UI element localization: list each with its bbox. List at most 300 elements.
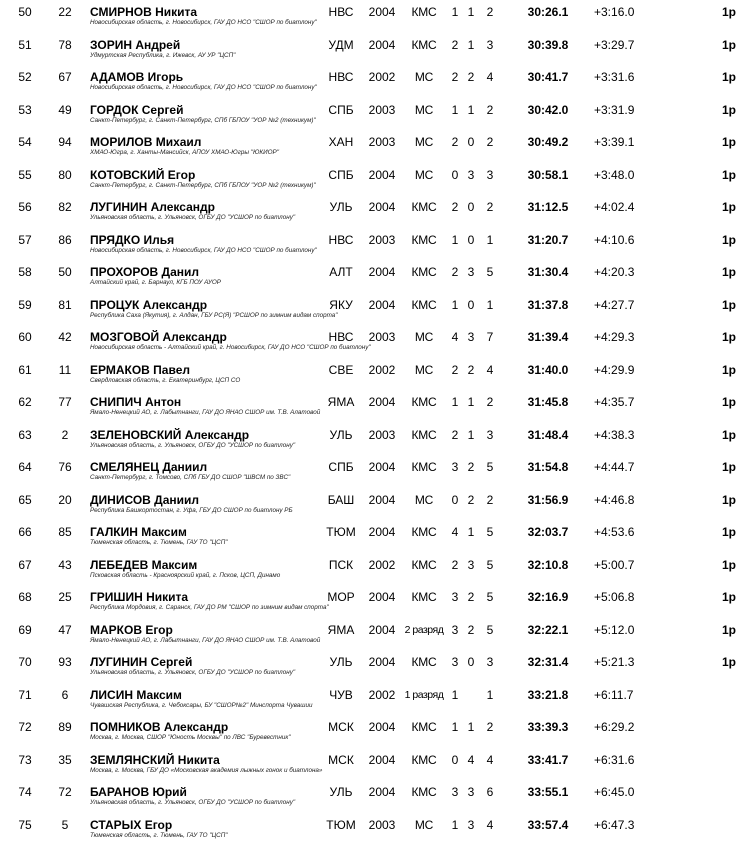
table-row (0, 488, 750, 521)
athlete-name-cell: ЗОРИН Андрей (90, 38, 180, 52)
place-cell: 58 (14, 265, 36, 279)
penalty-total-cell: 5 (483, 558, 497, 572)
athlete-name-cell: ПРОХОРОВ Данил (90, 265, 199, 279)
place-cell: 67 (14, 558, 36, 572)
finish-time-cell: 30:39.8 (516, 38, 580, 52)
region-cell: АЛТ (326, 265, 356, 279)
finish-time-cell: 32:10.8 (516, 558, 580, 572)
shooting-2-cell: 2 (465, 363, 477, 377)
penalty-total-cell: 5 (483, 265, 497, 279)
time-behind-cell: +6:45.0 (594, 785, 658, 799)
table-row (0, 0, 750, 33)
finish-time-cell: 31:54.8 (516, 460, 580, 474)
birth-year-cell: 2004 (366, 590, 398, 604)
shooting-1-cell: 1 (449, 233, 461, 247)
region-cell: ЯМА (326, 395, 356, 409)
athlete-club-cell: Свердловская область, г. Екатеринбург, ЦСП СО (90, 377, 240, 385)
penalty-total-cell: 6 (483, 785, 497, 799)
shooting-1-cell: 1 (449, 688, 461, 702)
table-row (0, 683, 750, 716)
region-cell: УДМ (326, 38, 356, 52)
shooting-1-cell: 2 (449, 265, 461, 279)
shooting-2-cell: 1 (465, 395, 477, 409)
shooting-2-cell: 2 (465, 623, 477, 637)
athlete-club-cell: Санкт-Петербург, г. Санкт-Петербург, СПб ГБПОУ "УОР №2 (техникум)" (90, 182, 316, 190)
athlete-name-cell: МОРИЛОВ Михаил (90, 135, 201, 149)
penalty-total-cell: 5 (483, 623, 497, 637)
bib-number-cell: 78 (54, 38, 76, 52)
finish-time-cell: 31:30.4 (516, 265, 580, 279)
penalty-total-cell: 5 (483, 460, 497, 474)
athlete-club-cell: Ульяновская область, г. Ульяновск, ОГБУ ДО "УСШОР по биатлону" (90, 799, 295, 807)
shooting-2-cell: 1 (465, 38, 477, 52)
category-cell: 1р (710, 298, 736, 312)
penalty-total-cell: 4 (483, 363, 497, 377)
table-row (0, 780, 750, 813)
place-cell: 62 (14, 395, 36, 409)
shooting-2-cell: 3 (465, 168, 477, 182)
shooting-1-cell: 0 (449, 493, 461, 507)
athlete-club-cell: Тюменская область, г. Тюмень, ГАУ ТО "ЦСП" (90, 539, 228, 547)
shooting-1-cell: 3 (449, 590, 461, 604)
sport-rank-cell: МС (401, 103, 447, 117)
finish-time-cell: 32:22.1 (516, 623, 580, 637)
finish-time-cell: 30:49.2 (516, 135, 580, 149)
table-row (0, 293, 750, 326)
region-cell: ЧУВ (326, 688, 356, 702)
birth-year-cell: 2002 (366, 558, 398, 572)
category-cell: 1р (710, 168, 736, 182)
table-row (0, 553, 750, 586)
athlete-club-cell: Чувашская Республика, г. Чебоксары, БУ "СШОР№2" Минспорта Чувашии (90, 702, 313, 710)
bib-number-cell: 6 (54, 688, 76, 702)
birth-year-cell: 2004 (366, 460, 398, 474)
athlete-club-cell: Москва, г. Москва, СШОР "Юность Москвы" по ЛВС "Буревестник" (90, 734, 291, 742)
category-cell: 1р (710, 395, 736, 409)
birth-year-cell: 2003 (366, 233, 398, 247)
birth-year-cell: 2003 (366, 135, 398, 149)
shooting-1-cell: 3 (449, 655, 461, 669)
shooting-2-cell: 3 (465, 558, 477, 572)
shooting-2-cell: 0 (465, 135, 477, 149)
penalty-total-cell: 3 (483, 655, 497, 669)
shooting-1-cell: 4 (449, 525, 461, 539)
shooting-1-cell: 1 (449, 5, 461, 19)
shooting-2-cell: 1 (465, 103, 477, 117)
penalty-total-cell: 2 (483, 103, 497, 117)
athlete-club-cell: Ямало-Ненецкий АО, г. Лабытнанги, ГАУ ДО ЯНАО СШОР им. Т.В. Алатовой (90, 637, 320, 645)
birth-year-cell: 2004 (366, 493, 398, 507)
place-cell: 61 (14, 363, 36, 377)
penalty-total-cell: 2 (483, 493, 497, 507)
sport-rank-cell: КМС (401, 655, 447, 669)
shooting-1-cell: 1 (449, 395, 461, 409)
table-row (0, 195, 750, 228)
time-behind-cell: +4:10.6 (594, 233, 658, 247)
place-cell: 64 (14, 460, 36, 474)
finish-time-cell: 30:42.0 (516, 103, 580, 117)
shooting-1-cell: 1 (449, 298, 461, 312)
finish-time-cell: 31:20.7 (516, 233, 580, 247)
place-cell: 53 (14, 103, 36, 117)
bib-number-cell: 89 (54, 720, 76, 734)
athlete-club-cell: Алтайский край, г. Барнаул, КГБ ПОУ АУОР (90, 279, 221, 287)
table-row (0, 618, 750, 651)
table-row (0, 813, 750, 845)
place-cell: 73 (14, 753, 36, 767)
birth-year-cell: 2004 (366, 298, 398, 312)
bib-number-cell: 25 (54, 590, 76, 604)
birth-year-cell: 2004 (366, 5, 398, 19)
time-behind-cell: +6:29.2 (594, 720, 658, 734)
athlete-club-cell: Санкт-Петербург, г. Санкт-Петербург, СПб ГБПОУ "УОР №2 (техникум)" (90, 117, 316, 125)
region-cell: СПБ (326, 168, 356, 182)
region-cell: СПБ (326, 103, 356, 117)
region-cell: ТЮМ (326, 525, 356, 539)
place-cell: 72 (14, 720, 36, 734)
region-cell: БАШ (326, 493, 356, 507)
bib-number-cell: 11 (54, 363, 76, 377)
time-behind-cell: +4:29.3 (594, 330, 658, 344)
place-cell: 69 (14, 623, 36, 637)
athlete-name-cell: СНИПИЧ Антон (90, 395, 181, 409)
penalty-total-cell: 2 (483, 200, 497, 214)
athlete-name-cell: ГРИШИН Никита (90, 590, 188, 604)
shooting-1-cell: 3 (449, 623, 461, 637)
finish-time-cell: 33:55.1 (516, 785, 580, 799)
sport-rank-cell: КМС (401, 590, 447, 604)
birth-year-cell: 2003 (366, 818, 398, 832)
region-cell: НВС (326, 5, 356, 19)
region-cell: ЯКУ (326, 298, 356, 312)
bib-number-cell: 82 (54, 200, 76, 214)
region-cell: СПБ (326, 460, 356, 474)
time-behind-cell: +4:46.8 (594, 493, 658, 507)
penalty-total-cell: 4 (483, 818, 497, 832)
category-cell: 1р (710, 493, 736, 507)
category-cell: 1р (710, 200, 736, 214)
place-cell: 57 (14, 233, 36, 247)
shooting-2-cell: 1 (465, 720, 477, 734)
place-cell: 70 (14, 655, 36, 669)
penalty-total-cell: 1 (483, 688, 497, 702)
birth-year-cell: 2004 (366, 168, 398, 182)
bib-number-cell: 81 (54, 298, 76, 312)
finish-time-cell: 31:56.9 (516, 493, 580, 507)
time-behind-cell: +3:39.1 (594, 135, 658, 149)
bib-number-cell: 5 (54, 818, 76, 832)
region-cell: ХАН (326, 135, 356, 149)
sport-rank-cell: МС (401, 135, 447, 149)
bib-number-cell: 49 (54, 103, 76, 117)
birth-year-cell: 2004 (366, 525, 398, 539)
penalty-total-cell: 1 (483, 233, 497, 247)
athlete-club-cell: Ульяновская область, г. Ульяновск, ОГБУ ДО "УСШОР по биатлону" (90, 214, 295, 222)
table-row (0, 423, 750, 456)
shooting-2-cell: 3 (465, 265, 477, 279)
shooting-1-cell: 2 (449, 428, 461, 442)
sport-rank-cell: КМС (401, 428, 447, 442)
shooting-1-cell: 3 (449, 785, 461, 799)
shooting-1-cell: 1 (449, 103, 461, 117)
time-behind-cell: +3:48.0 (594, 168, 658, 182)
place-cell: 71 (14, 688, 36, 702)
bib-number-cell: 2 (54, 428, 76, 442)
shooting-1-cell: 2 (449, 363, 461, 377)
category-cell: 1р (710, 265, 736, 279)
time-behind-cell: +3:31.6 (594, 70, 658, 84)
table-row (0, 585, 750, 618)
athlete-name-cell: ЗЕЛЕНОВСКИЙ Александр (90, 428, 249, 442)
time-behind-cell: +4:35.7 (594, 395, 658, 409)
penalty-total-cell: 4 (483, 70, 497, 84)
shooting-2-cell: 1 (465, 525, 477, 539)
shooting-1-cell: 2 (449, 70, 461, 84)
finish-time-cell: 33:41.7 (516, 753, 580, 767)
shooting-1-cell: 2 (449, 558, 461, 572)
shooting-1-cell: 0 (449, 753, 461, 767)
place-cell: 55 (14, 168, 36, 182)
athlete-club-cell: Ульяновская область, г. Ульяновск, ОГБУ ДО "УСШОР по биатлону" (90, 442, 295, 450)
athlete-name-cell: ПРЯДКО Илья (90, 233, 174, 247)
category-cell: 1р (710, 330, 736, 344)
shooting-1-cell: 1 (449, 720, 461, 734)
penalty-total-cell: 2 (483, 720, 497, 734)
time-behind-cell: +4:27.7 (594, 298, 658, 312)
birth-year-cell: 2004 (366, 38, 398, 52)
bib-number-cell: 94 (54, 135, 76, 149)
finish-time-cell: 30:41.7 (516, 70, 580, 84)
region-cell: НВС (326, 233, 356, 247)
sport-rank-cell: КМС (401, 233, 447, 247)
shooting-2-cell: 1 (465, 428, 477, 442)
table-row (0, 98, 750, 131)
birth-year-cell: 2004 (366, 785, 398, 799)
time-behind-cell: +5:21.3 (594, 655, 658, 669)
category-cell: 1р (710, 135, 736, 149)
shooting-2-cell: 0 (465, 655, 477, 669)
sport-rank-cell: МС (401, 363, 447, 377)
athlete-name-cell: ЛУГИНИН Сергей (90, 655, 192, 669)
time-behind-cell: +4:02.4 (594, 200, 658, 214)
place-cell: 60 (14, 330, 36, 344)
category-cell: 1р (710, 623, 736, 637)
place-cell: 56 (14, 200, 36, 214)
sport-rank-cell: КМС (401, 298, 447, 312)
athlete-name-cell: ЛЕБЕДЕВ Максим (90, 558, 197, 572)
shooting-2-cell: 2 (465, 460, 477, 474)
finish-time-cell: 31:39.4 (516, 330, 580, 344)
finish-time-cell: 32:16.9 (516, 590, 580, 604)
athlete-name-cell: СТАРЫХ Егор (90, 818, 172, 832)
athlete-club-cell: Новосибирская область - Алтайский край, г. Новосибирск, ГАУ ДО НСО "СШОР по биатлону" (90, 344, 371, 352)
sport-rank-cell: 2 разряд (401, 623, 447, 637)
shooting-2-cell: 0 (465, 233, 477, 247)
sport-rank-cell: КМС (401, 460, 447, 474)
athlete-club-cell: Новосибирская область, г. Новосибирск, ГАУ ДО НСО "СШОР по биатлону" (90, 84, 317, 92)
sport-rank-cell: МС (401, 70, 447, 84)
table-row (0, 228, 750, 261)
finish-time-cell: 30:58.1 (516, 168, 580, 182)
table-row (0, 390, 750, 423)
category-cell: 1р (710, 363, 736, 377)
table-row (0, 163, 750, 196)
category-cell: 1р (710, 525, 736, 539)
shooting-1-cell: 0 (449, 168, 461, 182)
athlete-name-cell: МАРКОВ Егор (90, 623, 173, 637)
finish-time-cell: 33:39.3 (516, 720, 580, 734)
birth-year-cell: 2004 (366, 753, 398, 767)
bib-number-cell: 20 (54, 493, 76, 507)
athlete-club-cell: Республика Мордовия, г. Саранск, ГАУ ДО РМ "СШОР по зимним видам спорта" (90, 604, 329, 612)
birth-year-cell: 2003 (366, 330, 398, 344)
bib-number-cell: 80 (54, 168, 76, 182)
shooting-2-cell: 3 (465, 330, 477, 344)
place-cell: 52 (14, 70, 36, 84)
bib-number-cell: 77 (54, 395, 76, 409)
region-cell: УЛЬ (326, 428, 356, 442)
region-cell: МСК (326, 753, 356, 767)
athlete-name-cell: ГАЛКИН Максим (90, 525, 187, 539)
region-cell: НВС (326, 330, 356, 344)
category-cell: 1р (710, 655, 736, 669)
time-behind-cell: +5:06.8 (594, 590, 658, 604)
sport-rank-cell: КМС (401, 720, 447, 734)
athlete-name-cell: СМЕЛЯНЕЦ Даниил (90, 460, 207, 474)
penalty-total-cell: 2 (483, 5, 497, 19)
region-cell: МОР (326, 590, 356, 604)
bib-number-cell: 47 (54, 623, 76, 637)
athlete-name-cell: КОТОВСКИЙ Егор (90, 168, 195, 182)
time-behind-cell: +4:29.9 (594, 363, 658, 377)
birth-year-cell: 2004 (366, 655, 398, 669)
category-cell: 1р (710, 70, 736, 84)
birth-year-cell: 2002 (366, 363, 398, 377)
region-cell: УЛЬ (326, 785, 356, 799)
athlete-name-cell: ЗЕМЛЯНСКИЙ Никита (90, 753, 220, 767)
athlete-name-cell: ДИНИСОВ Даниил (90, 493, 199, 507)
place-cell: 50 (14, 5, 36, 19)
shooting-2-cell: 3 (465, 818, 477, 832)
shooting-2-cell: 1 (465, 5, 477, 19)
shooting-2-cell: 2 (465, 70, 477, 84)
bib-number-cell: 43 (54, 558, 76, 572)
table-row (0, 130, 750, 163)
time-behind-cell: +3:16.0 (594, 5, 658, 19)
athlete-name-cell: БАРАНОВ Юрий (90, 785, 187, 799)
athlete-name-cell: ГОРДОК Сергей (90, 103, 184, 117)
athlete-club-cell: Ульяновская область, г. Ульяновск, ОГБУ ДО "УСШОР по биатлону" (90, 669, 295, 677)
table-row (0, 748, 750, 781)
athlete-club-cell: Тюменская область, г. Тюмень, ГАУ ТО "ЦСП" (90, 832, 228, 840)
athlete-club-cell: Псковская область - Красноярский край, г. Псков, ЦСП, Динамо (90, 572, 280, 580)
place-cell: 66 (14, 525, 36, 539)
shooting-1-cell: 1 (449, 818, 461, 832)
category-cell: 1р (710, 460, 736, 474)
finish-time-cell: 31:37.8 (516, 298, 580, 312)
penalty-total-cell: 4 (483, 753, 497, 767)
sport-rank-cell: КМС (401, 753, 447, 767)
time-behind-cell: +6:47.3 (594, 818, 658, 832)
time-behind-cell: +4:44.7 (594, 460, 658, 474)
category-cell: 1р (710, 38, 736, 52)
table-row (0, 33, 750, 66)
region-cell: УЛЬ (326, 200, 356, 214)
sport-rank-cell: МС (401, 168, 447, 182)
athlete-club-cell: Москва, г. Москва, ГБУ ДО «Московская академия лыжных гонок и биатлона» (90, 767, 322, 775)
table-row (0, 455, 750, 488)
table-row (0, 650, 750, 683)
region-cell: СВЕ (326, 363, 356, 377)
sport-rank-cell: КМС (401, 558, 447, 572)
sport-rank-cell: КМС (401, 38, 447, 52)
time-behind-cell: +5:00.7 (594, 558, 658, 572)
shooting-1-cell: 4 (449, 330, 461, 344)
athlete-club-cell: Республика Башкортостан, г. Уфа, ГБУ ДО СШОР по биатлону РБ (90, 507, 293, 515)
sport-rank-cell: КМС (401, 200, 447, 214)
athlete-club-cell: Новосибирская область, г. Новосибирск, ГАУ ДО НСО "СШОР по биатлону" (90, 247, 317, 255)
sport-rank-cell: МС (401, 493, 447, 507)
region-cell: МСК (326, 720, 356, 734)
shooting-2-cell: 0 (465, 298, 477, 312)
athlete-club-cell: Республика Саха (Якутия), г. Алдан, ГБУ РС(Я) "РСШОР по зимним видам спорта" (90, 312, 338, 320)
shooting-2-cell: 2 (465, 590, 477, 604)
athlete-club-cell: Санкт-Петербург, г. Томсово, СПб ГБУ ДО СШОР "ШВСМ по ЗВС" (90, 474, 290, 482)
finish-time-cell: 30:26.1 (516, 5, 580, 19)
bib-number-cell: 86 (54, 233, 76, 247)
penalty-total-cell: 3 (483, 428, 497, 442)
birth-year-cell: 2003 (366, 103, 398, 117)
category-cell: 1р (710, 558, 736, 572)
place-cell: 51 (14, 38, 36, 52)
sport-rank-cell: КМС (401, 265, 447, 279)
place-cell: 63 (14, 428, 36, 442)
penalty-total-cell: 3 (483, 168, 497, 182)
shooting-1-cell: 2 (449, 38, 461, 52)
bib-number-cell: 22 (54, 5, 76, 19)
sport-rank-cell: МС (401, 330, 447, 344)
table-row (0, 520, 750, 553)
table-row (0, 65, 750, 98)
finish-time-cell: 32:03.7 (516, 525, 580, 539)
table-row (0, 715, 750, 748)
place-cell: 75 (14, 818, 36, 832)
athlete-club-cell: Ямало-Ненецкий АО, г. Лабытнанги, ГАУ ДО ЯНАО СШОР им. Т.В. Алатовой (90, 409, 320, 417)
finish-time-cell: 31:48.4 (516, 428, 580, 442)
time-behind-cell: +4:53.6 (594, 525, 658, 539)
penalty-total-cell: 5 (483, 525, 497, 539)
sport-rank-cell: КМС (401, 5, 447, 19)
athlete-name-cell: ЛУГИНИН Александр (90, 200, 215, 214)
finish-time-cell: 32:31.4 (516, 655, 580, 669)
penalty-total-cell: 5 (483, 590, 497, 604)
shooting-2-cell: 4 (465, 753, 477, 767)
sport-rank-cell: МС (401, 818, 447, 832)
athlete-name-cell: АДАМОВ Игорь (90, 70, 183, 84)
athlete-club-cell: Новосибирская область, г. Новосибирск, ГАУ ДО НСО "СШОР по биатлону" (90, 19, 317, 27)
region-cell: УЛЬ (326, 655, 356, 669)
athlete-club-cell: Удмуртская Республика, г. Ижевск, АУ УР "ЦСП" (90, 52, 235, 60)
athlete-name-cell: ЛИСИН Максим (90, 688, 182, 702)
athlete-name-cell: СМИРНОВ Никита (90, 5, 197, 19)
region-cell: ПСК (326, 558, 356, 572)
sport-rank-cell: 1 разряд (401, 688, 447, 702)
bib-number-cell: 72 (54, 785, 76, 799)
place-cell: 59 (14, 298, 36, 312)
region-cell: НВС (326, 70, 356, 84)
shooting-2-cell: 0 (465, 200, 477, 214)
time-behind-cell: +3:31.9 (594, 103, 658, 117)
